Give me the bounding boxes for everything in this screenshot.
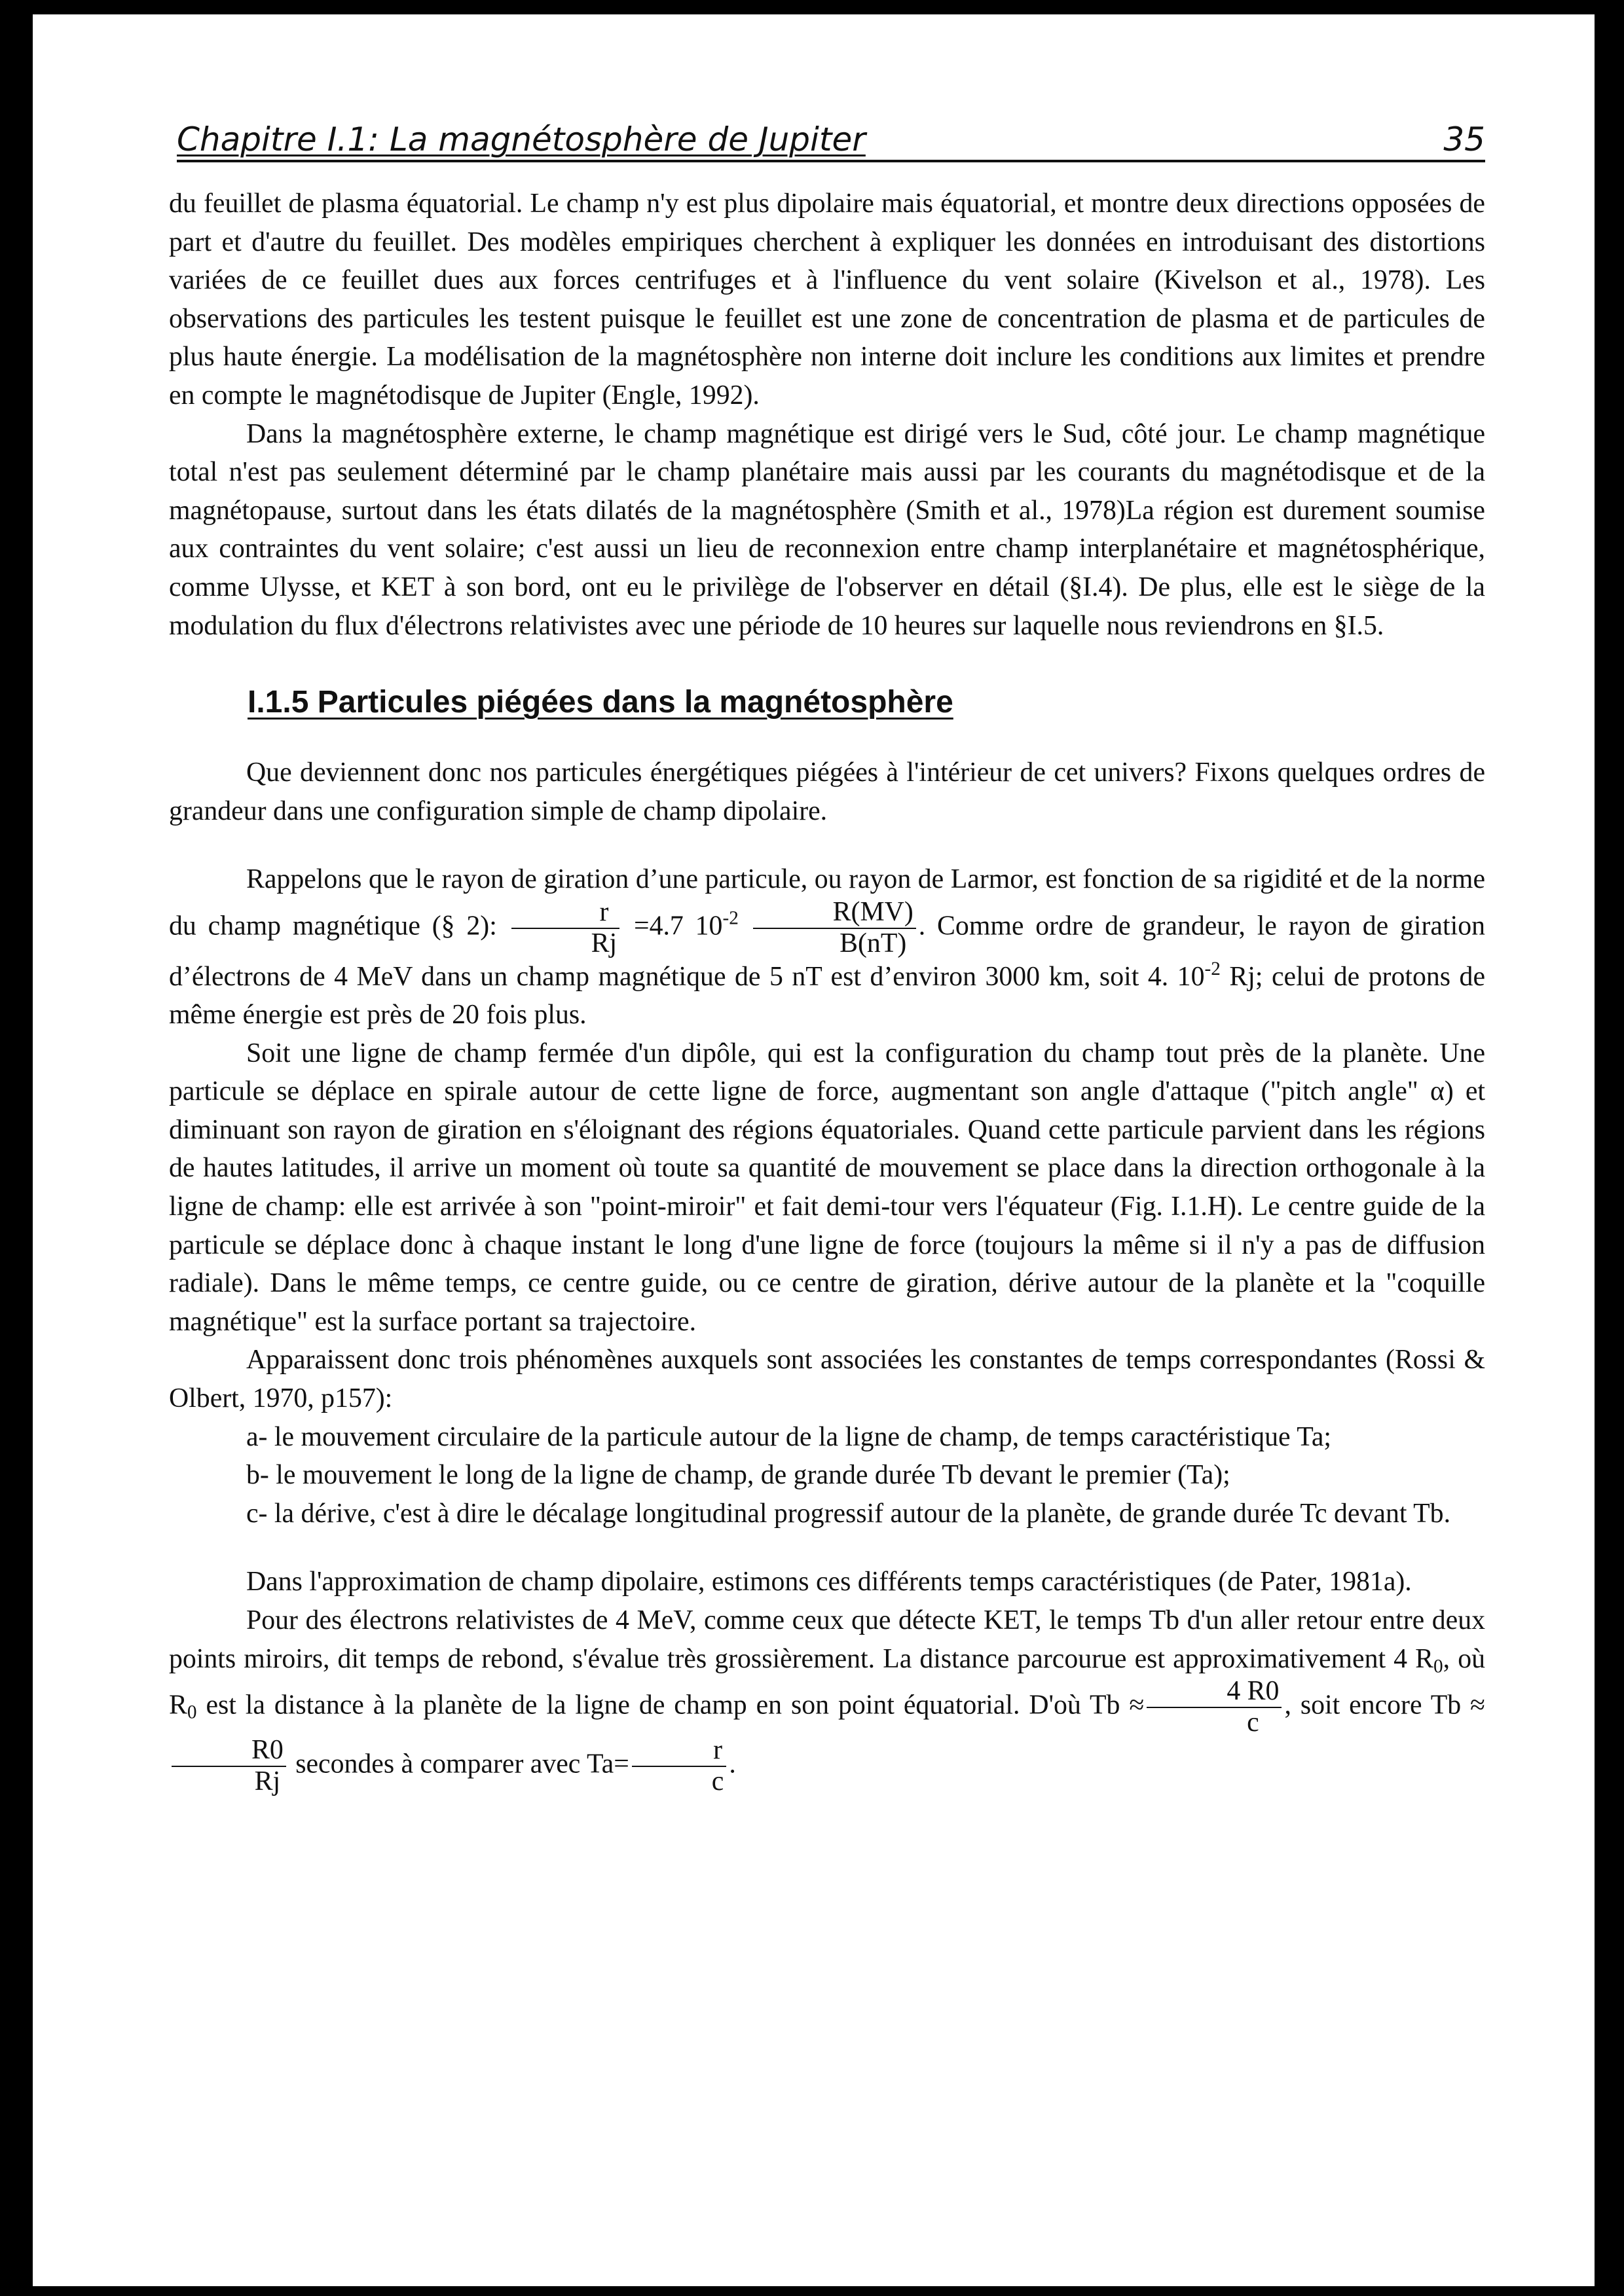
list-item-drift: c- la dérive, c'est à dire le décalage longitudinal progressif autour de la planète, de grande durée Tc devant Tb.	[246, 1498, 1451, 1529]
fraction-rigidity-over-field	[753, 896, 916, 958]
paragraph-plasma-sheet: du feuillet de plasma équatorial. Le champ n'y est plus dipolaire mais équatorial, et montre deux directions opposées de part et d'autre du feuillet. Des modèles empiriques cherchent à expliquer les données en introduisant des distortions variées de ce feuillet dues aux forces centrifuges et à l'influence du vent solaire (Kivelson et al., 1978). Les observations des particules les testent puisque le feuillet est une zone de concentration de plasma et de particules de plus haute énergie. La modélisation de la magnétosphère non interne doit inclure les conditions aux limites et prendre en compte le magnétodisque de Jupiter (Engle, 1992).	[169, 189, 1485, 410]
spacer	[169, 830, 1485, 860]
text-run: est la distance à la planète de la ligne de champ en son point équatorial. D'où Tb ≈	[196, 1690, 1145, 1721]
fraction-numerator: R0	[172, 1737, 286, 1767]
text-run: =4.7 10	[622, 911, 723, 941]
text-run: Rappelons que le rayon de giration d’une particule, ou rayon de Larmor, est fonction de sa rigidité et de la norme du champ magnétique (§ 2):	[169, 864, 1485, 941]
list-item-bounce: b- le mouvement le long de la ligne de champ, de grande durée Tb devant le premier (Ta);	[246, 1460, 1230, 1491]
text-run: , soit encore Tb ≈	[1284, 1690, 1485, 1721]
fraction-numerator: r	[632, 1737, 727, 1767]
fraction-denominator: B(nT)	[840, 928, 907, 958]
paragraph-larmor-radius	[169, 860, 1485, 1034]
spacer	[169, 645, 1485, 679]
text-run: secondes à comparer avec Ta=	[288, 1749, 629, 1779]
text-run: .	[729, 1749, 736, 1779]
text-run: Pour des électrons relativistes de 4 MeV, comme ceux que détecte KET, le temps Tb d'un aller retour entre deux points miroirs, dit temps de rebond, s'évalue très grossièrement. La distance parcourue est approximativement 4 R	[169, 1605, 1485, 1674]
text-run: , où R	[169, 1643, 1486, 1721]
paragraph-outer-magnetosphere: Dans la magnétosphère externe, le champ magnétique est dirigé vers le Sud, côté jour. Le champ magnétique total n'est pas seulement déterminé par le champ planétaire mais aussi par les courants du magnétodisque et de la magnétopause, surtout dans les états dilatés de la magnétosphère (Smith et al., 1978)La région est durement soumise aux contraintes du vent solaire; c'est aussi un lieu de reconnexion entre champ interplanétaire et magnétosphérique, comme Ulysse, et KET à son bord, ont eu le privilège de l'observer en détail (§I.4). De plus, elle est le siège de la modulation du flux d'électrons relativistes avec une période de 10 heures sur laquelle nous reviendrons en §I.5.	[169, 418, 1485, 641]
text-run: Rj; celui de protons de même énergie est près de 20 fois plus.	[169, 961, 1485, 1030]
fraction-r-over-c	[632, 1734, 727, 1796]
fraction-numerator: r	[511, 899, 620, 929]
spacer	[169, 1533, 1485, 1563]
paragraph-intro-question: Que deviennent donc nos particules énergétiques piégées à l'intérieur de cet univers? Fixons quelques ordres de grandeur dans une configuration simple de champ dipolaire.	[169, 757, 1485, 826]
exponent: -2	[1204, 958, 1221, 979]
subscript: 0	[187, 1702, 197, 1723]
fraction-denominator: c	[711, 1766, 724, 1796]
paragraph-dipole-approximation: Dans l'approximation de champ dipolaire, estimons ces différents temps caractéristiques (de Pater, 1981a).	[246, 1567, 1412, 1597]
running-header	[177, 113, 1485, 162]
chapter-title: Chapitre I.1: La magnétosphère de Jupiter	[177, 120, 866, 158]
fraction-denominator: c	[1247, 1707, 1259, 1738]
subscript: 0	[1433, 1655, 1443, 1677]
exponent: -2	[722, 907, 739, 929]
document-body	[169, 185, 1485, 1795]
section-title: I.1.5 Particules piégées dans la magnétosphère	[248, 685, 953, 720]
text-run: . Comme ordre de grandeur, le rayon de giration d’électrons de 4 MeV dans un champ magnétique de 5 nT est d’environ 3000 km, soit 4. 10	[169, 911, 1486, 992]
page-number: 35	[1443, 120, 1485, 158]
fraction-r-over-rj	[511, 896, 620, 958]
paragraph-three-phenomena: Apparaissent donc trois phénomènes auxquels sont associées les constantes de temps correspondantes (Rossi & Olbert, 1970, p157):	[169, 1345, 1485, 1414]
paragraph-dipole-field-line: Soit une ligne de champ fermée d'un dipôle, qui est la configuration du champ tout près de la planète. Une particule se déplace en spirale autour de cette ligne de force, augmentant son angle d'attaque ("pitch angle" α) et diminuant son rayon de giration en s'éloignant des régions équatoriales. Quand cette particule parvient dans les régions de hautes latitudes, il arrive un moment où toute sa quantité de mouvement se place dans la direction orthogonale à la ligne de champ: elle est arrivée à son "point-miroir" et fait demi-tour vers l'équateur (Fig. I.1.H). Le centre guide de la particule se déplace donc à chaque instant le long d'une ligne de force (toujours la même si il n'y a pas de diffusion radiale). Dans le même temps, ce centre guide, ou ce centre de giration, dérive autour de la planète et la "coquille magnétique" est la surface portant sa trajectoire.	[169, 1038, 1485, 1337]
fraction-denominator: Rj	[591, 928, 618, 958]
fraction-denominator: Rj	[254, 1766, 281, 1796]
list-item-gyration: a- le mouvement circulaire de la particule autour de la ligne de champ, de temps caractéristique Ta;	[246, 1421, 1331, 1452]
fraction-4r0-over-c	[1147, 1678, 1282, 1737]
spacer	[169, 726, 1485, 754]
fraction-r0-over-rj	[172, 1734, 286, 1796]
fraction-numerator: R(MV)	[753, 899, 916, 929]
fraction-numerator: 4 R0	[1147, 1678, 1282, 1708]
paragraph-bounce-time	[169, 1601, 1485, 1795]
